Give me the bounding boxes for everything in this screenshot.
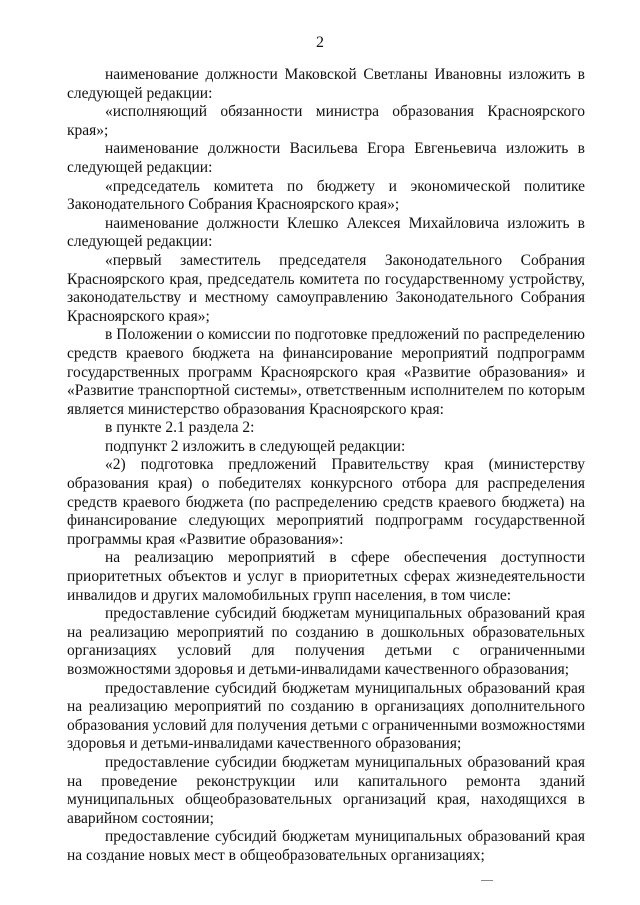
paragraph: предоставление субсидий бюджетам муниципальных образований края на реализацию мероприятий по созданию в организациях дополнительного образования условий для получения детьми с ограниченными возможностями здоровья и детьми-инвалидами качественного образования; bbox=[67, 679, 585, 753]
document-body bbox=[67, 66, 585, 866]
scan-mark bbox=[481, 880, 493, 881]
paragraph: «исполняющий обязанности министра образования Красноярского края»; bbox=[67, 103, 585, 139]
paragraph: «первый заместитель председателя Законодательного Собрания Красноярского края, председатель комитета по государственному устройству, законодательству и местному самоуправлению Законодательного Собрания Красноярского края»; bbox=[67, 251, 585, 325]
page-number: 2 bbox=[316, 34, 324, 51]
paragraph: подпункт 2 изложить в следующей редакции: bbox=[105, 437, 406, 455]
paragraph: предоставление субсидий бюджетам муниципальных образований края на реализацию мероприятий по созданию в дошкольных образовательных организациях условий для получения детьми с ограниченными возможностями здоровья и детьми-инвалидами качественного образования; bbox=[67, 605, 585, 678]
paragraph: «2) подготовка предложений Правительству края (министерству образования края) о победителях конкурсного отбора для распределения средств краевого бюджета (по распределению средств краевого бюджета) на финансирование следующих мероприятий подпрограмм государственной программы края «Развитие образования»: bbox=[67, 456, 585, 548]
paragraph: наименование должности Васильева Егора Евгеньевича изложить в следующей редакции: bbox=[67, 140, 585, 176]
paragraph: предоставление субсидий бюджетам муниципальных образований края на создание новых мест в общеобразовательных организациях; bbox=[67, 828, 585, 864]
paragraph: в Положении о комиссии по подготовке предложений по распределению средств краевого бюджета на финансирование мероприятий подпрограмм государственных программ Красноярского края «Развитие образования» и «Развитие транспортной системы», ответственным исполнителем по которым является министерство образования Красноярского края: bbox=[67, 326, 585, 418]
paragraph: в пункте 2.1 раздела 2: bbox=[105, 419, 255, 437]
paragraph: на реализацию мероприятий в сфере обеспечения доступности приоритетных объектов и услуг в приоритетных сферах жизнедеятельности инвалидов и других маломобильных групп населения, в том числе: bbox=[67, 549, 585, 604]
paragraph: предоставление субсидии бюджетам муниципальных образований края на проведение реконструкции или капитального ремонта зданий муниципальных общеобразовательных организаций края, находящихся в аварийном состоянии; bbox=[67, 753, 585, 827]
paragraph: наименование должности Маковской Светланы Ивановны изложить в следующей редакции: bbox=[67, 66, 585, 102]
paragraph: «председатель комитета по бюджету и экономической политике Законодательного Собрания Красноярского края»; bbox=[67, 177, 585, 214]
paragraph: наименование должности Клешко Алексея Михайловича изложить в следующей редакции: bbox=[67, 214, 585, 251]
